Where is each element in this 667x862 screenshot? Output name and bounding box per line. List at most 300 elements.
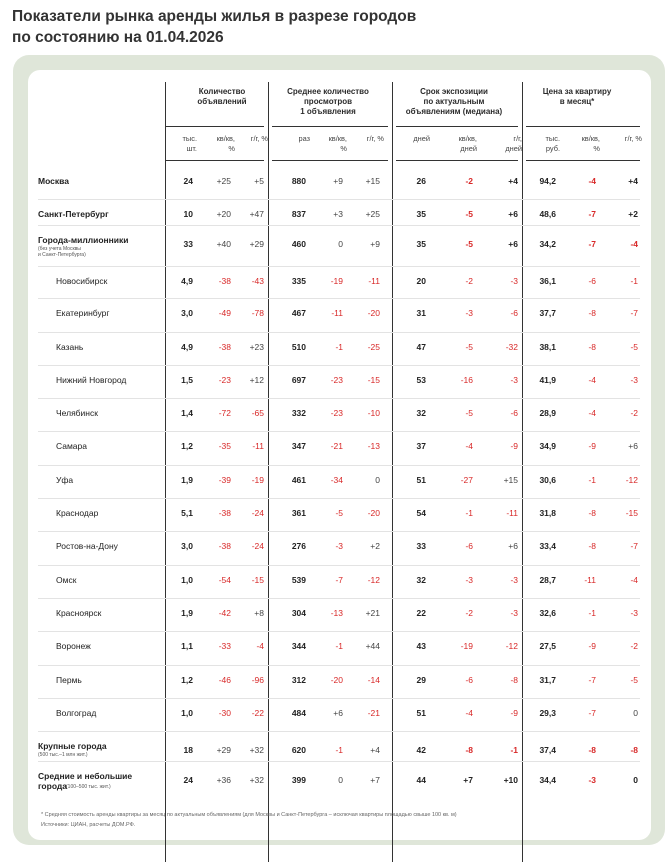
table-cell: -7 bbox=[335, 575, 343, 585]
column-subheader-line: тыс. bbox=[545, 134, 560, 143]
table-cell: 20 bbox=[416, 276, 426, 286]
column-subheader-line: г/г, % bbox=[624, 134, 642, 143]
table-cell: -32 bbox=[505, 342, 518, 352]
table-cell: -20 bbox=[330, 675, 343, 685]
table-cell: 34,4 bbox=[539, 775, 556, 785]
row-separator bbox=[38, 498, 640, 499]
table-cell: 461 bbox=[291, 475, 306, 485]
table-cell: -7 bbox=[630, 308, 638, 318]
table-cell: -6 bbox=[588, 276, 596, 286]
table-cell: 34,2 bbox=[539, 239, 556, 249]
table-cell: +2 bbox=[628, 209, 638, 219]
table-cell: 51 bbox=[416, 475, 426, 485]
table-cell: -11 bbox=[506, 508, 518, 518]
table-cell: 24 bbox=[183, 176, 193, 186]
group-underline bbox=[396, 126, 518, 127]
table-cell: 54 bbox=[416, 508, 426, 518]
table-cell: -2 bbox=[630, 408, 638, 418]
table-cell: -46 bbox=[218, 675, 231, 685]
table-cell: 32,6 bbox=[539, 608, 556, 618]
table-cell: -8 bbox=[630, 745, 638, 755]
table-cell: -8 bbox=[588, 745, 596, 755]
table-cell: 29,3 bbox=[539, 708, 556, 718]
column-subheader-line: г/г, % bbox=[366, 134, 384, 143]
table-cell: 44 bbox=[416, 775, 426, 785]
table-cell: +6 bbox=[628, 441, 638, 451]
column-subheader bbox=[346, 134, 384, 144]
subheader-underline bbox=[166, 160, 264, 161]
column-subheader bbox=[309, 134, 347, 154]
row-separator bbox=[38, 199, 640, 200]
row-label: Нижний Новгород bbox=[56, 375, 127, 385]
table-cell: -54 bbox=[218, 575, 231, 585]
table-cell: 276 bbox=[291, 541, 306, 551]
column-subheader-line: кв/кв, bbox=[581, 134, 600, 143]
table-cell: 38,1 bbox=[539, 342, 556, 352]
column-subheader bbox=[562, 134, 600, 154]
page-title bbox=[12, 6, 416, 48]
title-line-2: по состоянию на 01.04.2026 bbox=[12, 29, 224, 46]
table-cell: -4 bbox=[256, 641, 264, 651]
table-cell: 0 bbox=[633, 708, 638, 718]
table-cell: 27,5 bbox=[539, 641, 556, 651]
table-cell: -3 bbox=[510, 276, 518, 286]
table-cell: 3,0 bbox=[181, 308, 193, 318]
table-cell: 1,0 bbox=[181, 708, 193, 718]
table-cell: +4 bbox=[370, 745, 380, 755]
row-separator bbox=[38, 398, 640, 399]
row-separator bbox=[38, 665, 640, 666]
table-cell: -1 bbox=[465, 508, 473, 518]
row-label: Санкт-Петербург bbox=[38, 209, 109, 219]
column-subheader-line: % bbox=[228, 144, 235, 153]
table-cell: 399 bbox=[291, 775, 306, 785]
table-cell: -8 bbox=[588, 541, 596, 551]
table-cell: +6 bbox=[333, 708, 343, 718]
table-cell: -2 bbox=[630, 641, 638, 651]
table-cell: -1 bbox=[510, 745, 518, 755]
table-cell: -13 bbox=[330, 608, 343, 618]
table-cell: +8 bbox=[254, 608, 264, 618]
table-cell: -1 bbox=[588, 475, 596, 485]
column-subheader-line: дней bbox=[413, 134, 430, 143]
row-label: Красноярск bbox=[56, 608, 102, 618]
table-cell: -15 bbox=[251, 575, 264, 585]
row-separator bbox=[38, 565, 640, 566]
table-cell: +12 bbox=[249, 375, 264, 385]
table-cell: -2 bbox=[465, 608, 473, 618]
table-cell: -1 bbox=[335, 641, 343, 651]
table-cell: -5 bbox=[465, 209, 473, 219]
table-cell: -5 bbox=[630, 675, 638, 685]
table-cell: -11 bbox=[252, 441, 264, 451]
table-cell: 697 bbox=[291, 375, 306, 385]
table-cell: -5 bbox=[465, 239, 473, 249]
table-cell: 1,5 bbox=[181, 375, 193, 385]
table-cell: -4 bbox=[630, 239, 638, 249]
table-cell: -6 bbox=[510, 408, 518, 418]
table-cell: +40 bbox=[216, 239, 231, 249]
table-cell: -72 bbox=[218, 408, 231, 418]
table-cell: 37,4 bbox=[539, 745, 556, 755]
row-separator bbox=[38, 298, 640, 299]
row-note: (без учета Москвы bbox=[38, 246, 81, 252]
table-cell: -34 bbox=[330, 475, 343, 485]
table-cell: 94,2 bbox=[539, 176, 556, 186]
column-subheader-line: кв/кв, bbox=[328, 134, 347, 143]
table-cell: -15 bbox=[625, 508, 638, 518]
row-label: Екатеринбург bbox=[56, 308, 110, 318]
table-cell: 33 bbox=[416, 541, 426, 551]
column-subheader-line: раз bbox=[298, 134, 310, 143]
row-note: и Санкт-Петербурга) bbox=[38, 252, 86, 258]
row-label: Крупные города bbox=[38, 741, 107, 751]
table-cell: -35 bbox=[218, 441, 231, 451]
table-cell: +3 bbox=[333, 209, 343, 219]
table-cell: -39 bbox=[218, 475, 231, 485]
table-cell: 1,2 bbox=[181, 675, 193, 685]
table-cell: +29 bbox=[249, 239, 264, 249]
table-cell: 31,8 bbox=[539, 508, 556, 518]
table-cell: -14 bbox=[367, 675, 380, 685]
table-cell: +25 bbox=[365, 209, 380, 219]
column-subheader bbox=[522, 134, 560, 154]
table-cell: -3 bbox=[630, 375, 638, 385]
row-label: Москва bbox=[38, 176, 69, 186]
table-cell: +32 bbox=[249, 775, 264, 785]
table-cell: -19 bbox=[460, 641, 473, 651]
table-cell: -6 bbox=[465, 675, 473, 685]
column-subheader-line: % bbox=[340, 144, 347, 153]
table-cell: 31,7 bbox=[539, 675, 556, 685]
table-cell: 312 bbox=[291, 675, 306, 685]
table-cell: 1,4 bbox=[181, 408, 193, 418]
table-cell: -8 bbox=[588, 308, 596, 318]
row-label: Уфа bbox=[56, 475, 74, 485]
table-cell: -42 bbox=[218, 608, 231, 618]
row-label: Краснодар bbox=[56, 508, 99, 518]
table-cell: 332 bbox=[291, 408, 306, 418]
table-cell: 18 bbox=[183, 745, 193, 755]
table-cell: +20 bbox=[216, 209, 231, 219]
row-label: Города-миллионники bbox=[38, 235, 129, 245]
column-subheader bbox=[439, 134, 477, 154]
column-subheader-line: % bbox=[593, 144, 600, 153]
table-cell: 37 bbox=[416, 441, 426, 451]
table-cell: -3 bbox=[510, 575, 518, 585]
table-cell: -4 bbox=[588, 375, 596, 385]
row-label: Новосибирск bbox=[56, 276, 108, 286]
table-cell: -43 bbox=[251, 276, 264, 286]
table-cell: +4 bbox=[628, 176, 638, 186]
table-cell: 0 bbox=[375, 475, 380, 485]
table-cell: 460 bbox=[291, 239, 306, 249]
table-cell: -9 bbox=[510, 441, 518, 451]
table-cell: -7 bbox=[588, 675, 596, 685]
column-subheader bbox=[604, 134, 642, 144]
column-subheader bbox=[230, 134, 268, 144]
table-cell: 35 bbox=[416, 209, 426, 219]
column-subheader-line: г/г, % bbox=[250, 134, 268, 143]
table-cell: 48,6 bbox=[539, 209, 556, 219]
table-cell: -38 bbox=[218, 342, 231, 352]
table-cell: -19 bbox=[330, 276, 343, 286]
table-cell: -1 bbox=[588, 608, 596, 618]
column-subheader-line: кв/кв, bbox=[216, 134, 235, 143]
table-cell: +32 bbox=[249, 745, 264, 755]
table-cell: +6 bbox=[508, 209, 518, 219]
row-separator bbox=[38, 431, 640, 432]
table-cell: -20 bbox=[367, 308, 380, 318]
table-cell: -4 bbox=[465, 708, 473, 718]
table-cell: +9 bbox=[333, 176, 343, 186]
table-cell: -5 bbox=[335, 508, 343, 518]
table-cell: 22 bbox=[416, 608, 426, 618]
footnote-sources: Источники: ЦИАН, расчеты ДОМ.РФ. bbox=[41, 822, 136, 828]
table-cell: 344 bbox=[291, 641, 306, 651]
group-header-price: Цена за квартиру в месяц* bbox=[542, 87, 612, 106]
table-cell: 4,9 bbox=[181, 276, 193, 286]
table-cell: -3 bbox=[465, 308, 473, 318]
table-cell: 510 bbox=[291, 342, 306, 352]
group-underline bbox=[166, 126, 264, 127]
table-cell: -38 bbox=[218, 276, 231, 286]
table-cell: 26 bbox=[416, 176, 426, 186]
table-cell: -23 bbox=[330, 375, 343, 385]
table-cell: -78 bbox=[251, 308, 264, 318]
table-cell: 467 bbox=[291, 308, 306, 318]
table-cell: -9 bbox=[510, 708, 518, 718]
table-cell: 31 bbox=[416, 308, 426, 318]
footnote-price: * Средняя стоимость аренды квартиры за месяц по актуальным объявлениям (для Москвы и Санкт-Петербурга – исключая квартиры площадью свыше 100 кв. м) bbox=[41, 812, 457, 818]
table-cell: -6 bbox=[465, 541, 473, 551]
table-cell: 35 bbox=[416, 239, 426, 249]
row-label: Омск bbox=[56, 575, 77, 585]
row-label: Челябинск bbox=[56, 408, 98, 418]
table-cell: -3 bbox=[510, 375, 518, 385]
table-cell: 32 bbox=[416, 575, 426, 585]
column-subheader-line: г/г, bbox=[513, 134, 522, 143]
column-subheader bbox=[159, 134, 197, 154]
table-cell: -11 bbox=[331, 308, 343, 318]
table-cell: -13 bbox=[367, 441, 380, 451]
table-cell: -5 bbox=[630, 342, 638, 352]
group-header-listings: Количество объявлений bbox=[197, 87, 247, 106]
table-cell: 34,9 bbox=[539, 441, 556, 451]
row-separator bbox=[38, 531, 640, 532]
table-cell: -5 bbox=[465, 342, 473, 352]
table-cell: +7 bbox=[370, 775, 380, 785]
table-cell: -10 bbox=[367, 408, 380, 418]
table-cell: +5 bbox=[254, 176, 264, 186]
row-separator bbox=[38, 698, 640, 699]
row-note: (500 тыс.–1 млн жит.) bbox=[38, 752, 88, 758]
table-cell: 29 bbox=[416, 675, 426, 685]
table-cell: -3 bbox=[630, 608, 638, 618]
row-label: Ростов-на-Дону bbox=[56, 541, 118, 551]
table-cell: -20 bbox=[367, 508, 380, 518]
column-subheader bbox=[484, 134, 522, 154]
table-cell: 837 bbox=[291, 209, 306, 219]
group-header-views: Среднее количество просмотров 1 объявления bbox=[287, 87, 369, 116]
row-label: Пермь bbox=[56, 675, 82, 685]
table-cell: +23 bbox=[249, 342, 264, 352]
column-subheader-line: кв/кв, bbox=[458, 134, 477, 143]
row-label: Волгоград bbox=[56, 708, 97, 718]
table-cell: +2 bbox=[370, 541, 380, 551]
table-cell: -4 bbox=[588, 408, 596, 418]
table-cell: -27 bbox=[460, 475, 473, 485]
table-cell: 37,7 bbox=[539, 308, 556, 318]
column-subheader bbox=[272, 134, 310, 144]
table-cell: +6 bbox=[508, 239, 518, 249]
table-cell: 42 bbox=[416, 745, 426, 755]
table-cell: -22 bbox=[251, 708, 264, 718]
table-cell: +15 bbox=[503, 475, 518, 485]
row-separator bbox=[38, 761, 640, 762]
table-cell: -38 bbox=[218, 541, 231, 551]
table-cell: -19 bbox=[251, 475, 264, 485]
table-cell: -9 bbox=[588, 441, 596, 451]
table-cell: 1,0 bbox=[181, 575, 193, 585]
table-cell: -11 bbox=[584, 575, 596, 585]
table-cell: -16 bbox=[460, 375, 473, 385]
column-subheader-line: дней bbox=[460, 144, 477, 153]
table-cell: -5 bbox=[465, 408, 473, 418]
table-cell: -33 bbox=[218, 641, 231, 651]
table-cell: 28,7 bbox=[539, 575, 556, 585]
table-cell: -38 bbox=[218, 508, 231, 518]
row-separator bbox=[38, 598, 640, 599]
table-cell: -2 bbox=[465, 176, 473, 186]
table-cell: +4 bbox=[508, 176, 518, 186]
table-cell: 30,6 bbox=[539, 475, 556, 485]
column-subheader-line: шт. bbox=[186, 144, 197, 153]
table-cell: -8 bbox=[465, 745, 473, 755]
table-cell: 880 bbox=[291, 176, 306, 186]
table-cell: -24 bbox=[251, 508, 264, 518]
row-separator bbox=[38, 225, 640, 226]
table-cell: 539 bbox=[291, 575, 306, 585]
table-cell: 47 bbox=[416, 342, 426, 352]
table-cell: -3 bbox=[510, 608, 518, 618]
table-cell: -65 bbox=[251, 408, 264, 418]
table-cell: -4 bbox=[630, 575, 638, 585]
table-cell: 51 bbox=[416, 708, 426, 718]
table-cell: -7 bbox=[588, 708, 596, 718]
table-cell: 24 bbox=[183, 775, 193, 785]
table-cell: -1 bbox=[335, 342, 343, 352]
table-cell: 1,2 bbox=[181, 441, 193, 451]
row-label: Казань bbox=[56, 342, 84, 352]
table-cell: 28,9 bbox=[539, 408, 556, 418]
table-cell: -4 bbox=[588, 176, 596, 186]
table-cell: 43 bbox=[416, 641, 426, 651]
row-separator bbox=[38, 365, 640, 366]
column-subheader bbox=[392, 134, 430, 144]
subheader-underline bbox=[272, 160, 388, 161]
table-cell: -8 bbox=[510, 675, 518, 685]
table-cell: -1 bbox=[335, 745, 343, 755]
table-cell: +15 bbox=[365, 176, 380, 186]
table-cell: 361 bbox=[291, 508, 306, 518]
table-cell: -15 bbox=[367, 375, 380, 385]
column-subheader-line: тыс. bbox=[182, 134, 197, 143]
row-label-line-2: города bbox=[38, 781, 68, 791]
table-cell: 41,9 bbox=[539, 375, 556, 385]
table-cell: +7 bbox=[463, 775, 473, 785]
table-cell: 3,0 bbox=[181, 541, 193, 551]
table-cell: +25 bbox=[216, 176, 231, 186]
table-cell: 1,1 bbox=[181, 641, 193, 651]
table-cell: 0 bbox=[338, 239, 343, 249]
column-subheader-line: дней bbox=[505, 144, 522, 153]
table-cell: 4,9 bbox=[181, 342, 193, 352]
table-cell: -2 bbox=[465, 276, 473, 286]
table-cell: +9 bbox=[370, 239, 380, 249]
table-cell: -21 bbox=[367, 708, 380, 718]
table-cell: +10 bbox=[503, 775, 518, 785]
row-separator bbox=[38, 266, 640, 267]
table-cell: -8 bbox=[588, 508, 596, 518]
table-cell: 1,9 bbox=[181, 608, 193, 618]
table-cell: 36,1 bbox=[539, 276, 556, 286]
title-line-1: Показатели рынка аренды жилья в разрезе городов bbox=[12, 8, 417, 25]
table-cell: 620 bbox=[291, 745, 306, 755]
table-cell: -3 bbox=[588, 775, 596, 785]
table-cell: 33,4 bbox=[539, 541, 556, 551]
table-cell: -12 bbox=[625, 475, 638, 485]
table-cell: -21 bbox=[330, 441, 343, 451]
table-cell: -23 bbox=[330, 408, 343, 418]
table-cell: +47 bbox=[249, 209, 264, 219]
subheader-underline bbox=[396, 160, 518, 161]
row-separator bbox=[38, 631, 640, 632]
table-cell: +44 bbox=[365, 641, 380, 651]
table-cell: 32 bbox=[416, 408, 426, 418]
table-cell: +36 bbox=[216, 775, 231, 785]
table-cell: 33 bbox=[183, 239, 193, 249]
table-cell: 5,1 bbox=[181, 508, 193, 518]
table-cell: 53 bbox=[416, 375, 426, 385]
table-cell: -23 bbox=[218, 375, 231, 385]
table-cell: -8 bbox=[588, 342, 596, 352]
table-cell: 347 bbox=[291, 441, 306, 451]
table-cell: -25 bbox=[367, 342, 380, 352]
table-cell: 0 bbox=[633, 775, 638, 785]
table-cell: -12 bbox=[505, 641, 518, 651]
table-cell: -96 bbox=[251, 675, 264, 685]
row-label: Воронеж bbox=[56, 641, 91, 651]
row-separator bbox=[38, 731, 640, 732]
row-separator bbox=[38, 332, 640, 333]
table-cell: -3 bbox=[465, 575, 473, 585]
table-cell: 1,9 bbox=[181, 475, 193, 485]
table-cell: -6 bbox=[510, 308, 518, 318]
table-cell: -49 bbox=[218, 308, 231, 318]
table-cell: -3 bbox=[335, 541, 343, 551]
table-cell: -30 bbox=[218, 708, 231, 718]
table-cell: -12 bbox=[367, 575, 380, 585]
table-cell: -7 bbox=[630, 541, 638, 551]
row-label: Средние и небольшие bbox=[38, 771, 133, 781]
group-underline bbox=[272, 126, 388, 127]
table-cell: -7 bbox=[588, 239, 596, 249]
row-note: (100–500 тыс. жит.) bbox=[66, 784, 111, 790]
table-cell: 484 bbox=[291, 708, 306, 718]
table-cell: -1 bbox=[630, 276, 638, 286]
group-underline bbox=[526, 126, 640, 127]
